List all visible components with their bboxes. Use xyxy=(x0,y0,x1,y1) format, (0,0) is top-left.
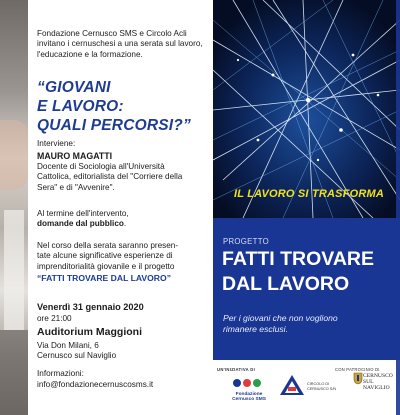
course-text: Nel corso della serata saranno presen- tate alcune significative esperienze di imprenditorialità giovanile e il progetto xyxy=(37,241,179,271)
cernusco-crest-icon xyxy=(353,372,363,385)
project-subtitle: Per i giovani che non vogliono rimanere esclusi. xyxy=(223,313,338,334)
project-box xyxy=(213,218,400,360)
network-lines-image xyxy=(213,0,400,218)
fondazione-name: Fondazione Cernusco SMS xyxy=(232,392,266,403)
audience-questions: domande dal pubblico xyxy=(37,219,124,229)
event-time: ore 21:00 xyxy=(37,314,72,323)
edge-bar xyxy=(396,0,400,415)
after-talk-text xyxy=(37,209,207,230)
side-photo xyxy=(0,0,28,415)
event-headline: “GIOVANI E LAVORO: QUALI PERCORSI?” xyxy=(37,79,191,134)
after-talk-lead: Al termine dell'intervento, xyxy=(37,209,129,218)
after-talk-end: . xyxy=(123,219,127,229)
info-label: Informazioni: xyxy=(37,369,84,378)
event-date: Venerdì 31 gennaio 2020 xyxy=(37,302,144,312)
transform-banner: IL LAVORO SI TRASFORMA xyxy=(233,188,385,200)
project-title: FATTI TROVARE DAL LAVORO xyxy=(222,248,375,295)
patronage-label: CON PATROCINIO DI xyxy=(335,367,380,372)
acli-name: CIRCOLO DI CERNUSCO S/N xyxy=(307,382,337,391)
speaker-name: MAURO MAGATTI xyxy=(37,151,113,161)
project-label: PROGETTO xyxy=(223,237,270,246)
right-panel xyxy=(213,0,400,415)
intro-text: Fondazione Cernusco SMS e Circolo Acli invitano i cernuschesi a una serata sul lavoro, l'educazione e la formazione. xyxy=(37,29,203,59)
course-project-name: “FATTI TROVARE DAL LAVORO” xyxy=(37,273,171,283)
initiative-label: UN'INIZIATIVA DI xyxy=(217,367,256,372)
left-column xyxy=(37,0,209,415)
event-venue: Auditorium Maggioni xyxy=(37,326,142,338)
event-address: Via Don Milani, 6 Cernusco sul Naviglio xyxy=(37,341,117,361)
acli-logo-icon xyxy=(279,374,305,396)
info-email-link[interactable]: info@fondazionecernuscosms.it xyxy=(37,380,154,389)
speaker-description: Docente di Sociologia all'Università Cattolica, editorialista del "Corriere della Sera" e di "Avvenire". xyxy=(37,162,183,192)
interview-label: Interviene: xyxy=(37,139,76,148)
cernusco-name: CERNUSCO SUL NAVIGLIO xyxy=(363,373,393,391)
fondazione-logo-icon xyxy=(223,374,271,392)
sponsor-logos xyxy=(213,360,400,415)
network-graphic xyxy=(213,0,400,218)
